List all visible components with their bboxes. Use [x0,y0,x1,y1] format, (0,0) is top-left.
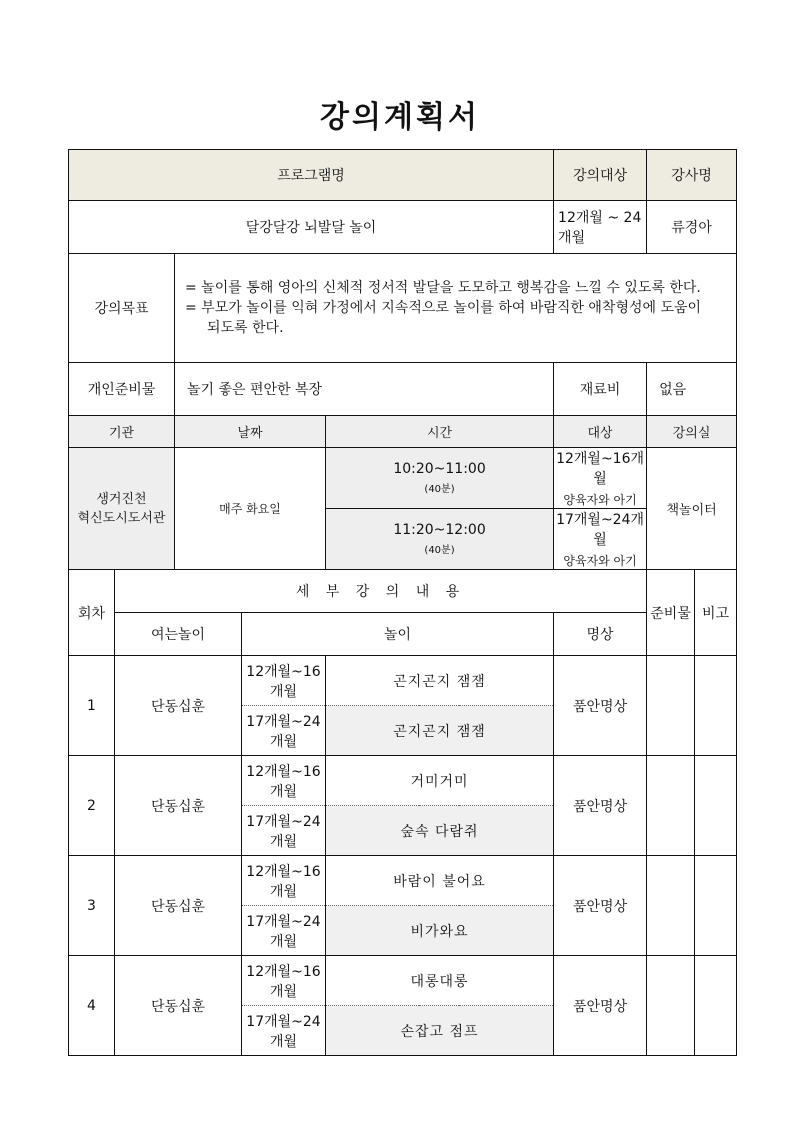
session-2-opening: 단동십훈 [115,756,242,856]
session-1-opening: 단동십훈 [115,656,242,756]
goal-text [175,254,737,363]
session-1-number: 1 [69,656,115,756]
goal-line-2-cont: 되도록 한다. [207,320,284,336]
target-slot-2-who: 양육자와 아기 [563,554,637,568]
session-3-play-a: 바람이 불어요 [326,856,554,906]
schedule-target-header: 대상 [554,416,647,448]
goal-line-2: = 부모가 놀이를 익혀 가정에서 지속적으로 놀이를 하여 바람직한 애착형성에 도움이 [185,300,702,316]
prep-label: 개인준비물 [69,363,175,416]
session-4-materials [647,956,695,1056]
instructor-value: 류경아 [647,201,737,254]
session-3-age-a: 12개월~16개월 [242,856,326,906]
session-2-materials [647,756,695,856]
room-value: 책놀이터 [647,448,737,570]
session-3-play-b: 비가와요 [326,906,554,956]
session-2-age-b: 17개월~24개월 [242,806,326,856]
time-header: 시간 [326,416,554,448]
session-1-play-a: 곤지곤지 잼잼 [326,656,554,706]
page-title: 강의계획서 [320,100,480,135]
target-value: 12개월 ~ 24개월 [554,201,647,254]
target-slot-1-who: 양육자와 아기 [563,493,637,507]
fee-value: 없음 [647,363,737,416]
time-slot-2-duration: (40분) [424,545,455,556]
program-name-header: 프로그램명 [69,150,554,201]
session-3-meditation: 품안명상 [554,856,647,956]
session-3-opening: 단동십훈 [115,856,242,956]
fee-label: 재료비 [554,363,647,416]
session-1-play-b: 곤지곤지 잼잼 [326,706,554,756]
session-1-materials [647,656,695,756]
target-header: 강의대상 [554,150,647,201]
session-header: 회차 [69,570,115,656]
time-slot-1 [326,448,554,509]
time-slot-1-duration: (40분) [424,484,455,495]
date-value: 매주 화요일 [175,448,326,570]
session-2-play-b: 숲속 다람쥐 [326,806,554,856]
session-4-remarks [695,956,737,1056]
session-2-age-a: 12개월~16개월 [242,756,326,806]
instructor-header: 강사명 [647,150,737,201]
session-2-remarks [695,756,737,856]
session-3-materials [647,856,695,956]
session-2-meditation: 품안명상 [554,756,647,856]
program-name-value: 달강달강 뇌발달 놀이 [69,201,554,254]
session-1-age-b: 17개월~24개월 [242,706,326,756]
target-slot-1 [554,448,647,509]
opening-play-header: 여는놀이 [115,613,242,656]
goal-label: 강의목표 [69,254,175,363]
session-2-number: 2 [69,756,115,856]
content-header: 세 부 강 의 내 용 [115,570,647,613]
institution-header: 기관 [69,416,175,448]
target-slot-2 [554,509,647,570]
session-1-age-a: 12개월~16개월 [242,656,326,706]
play-header: 놀이 [242,613,554,656]
institution-value: 생거진천 혁신도시도서관 [69,448,175,570]
time-slot-2 [326,509,554,570]
session-3-age-b: 17개월~24개월 [242,906,326,956]
session-3-number: 3 [69,856,115,956]
session-4-meditation: 품안명상 [554,956,647,1056]
session-4-play-a: 대롱대롱 [326,956,554,1006]
date-header: 날짜 [175,416,326,448]
meditation-header: 명상 [554,613,647,656]
session-4-opening: 단동십훈 [115,956,242,1056]
target-slot-2-age: 17개월~24개월 [556,512,645,548]
goal-line-1: = 놀이를 통해 영아의 신체적 정서적 발달을 도모하고 행복감을 느낄 수 있도록 한다. [185,280,701,296]
session-1-meditation: 품안명상 [554,656,647,756]
target-slot-1-age: 12개월~16개월 [556,451,645,487]
room-header: 강의실 [647,416,737,448]
session-2-play-a: 거미거미 [326,756,554,806]
lecture-plan-table [68,149,737,1056]
materials-header: 준비물 [647,570,695,656]
session-4-number: 4 [69,956,115,1056]
session-4-age-b: 17개월~24개월 [242,1006,326,1056]
remarks-header: 비고 [695,570,737,656]
session-3-remarks [695,856,737,956]
session-4-age-a: 12개월~16개월 [242,956,326,1006]
time-slot-2-time: 11:20~12:00 [393,522,486,538]
session-4-play-b: 손잡고 점프 [326,1006,554,1056]
time-slot-1-time: 10:20~11:00 [393,461,486,477]
prep-value: 놀기 좋은 편안한 복장 [175,363,554,416]
session-1-remarks [695,656,737,756]
